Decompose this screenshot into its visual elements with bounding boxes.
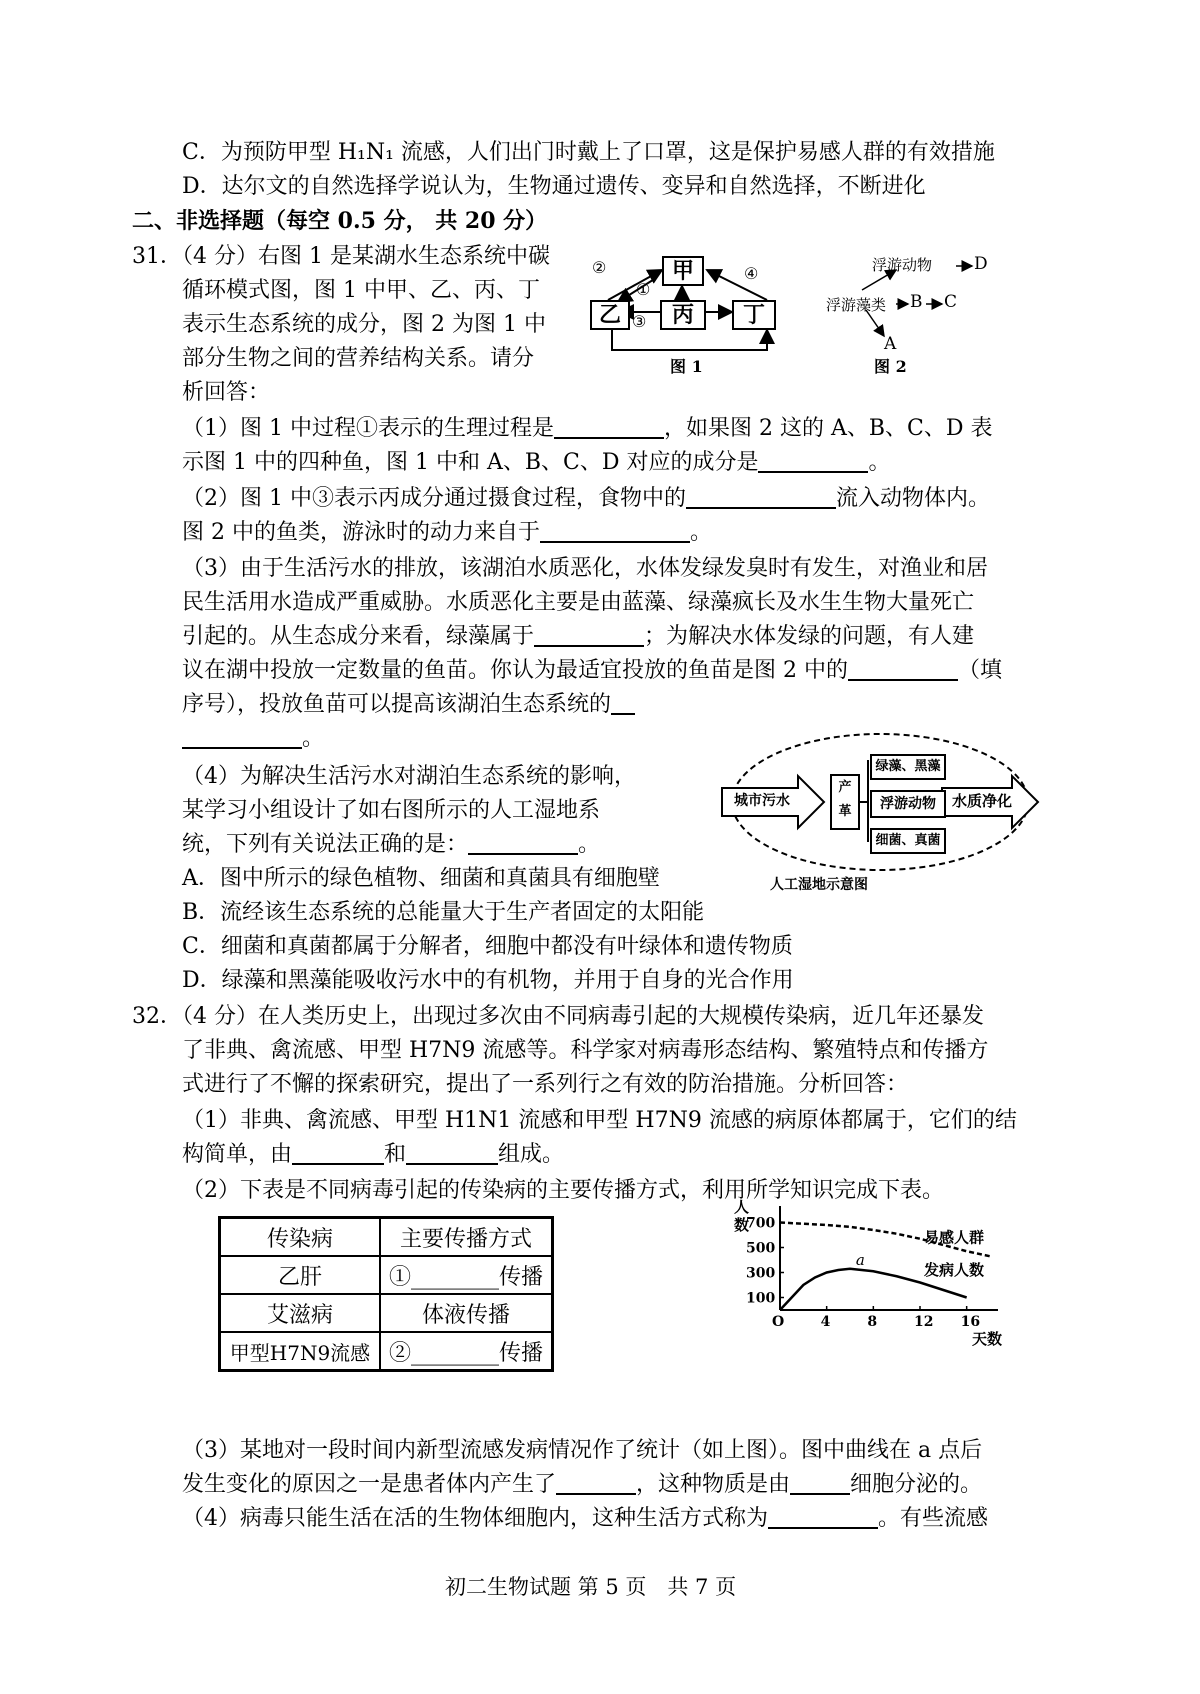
table-cell: 乙肝 — [220, 1256, 381, 1294]
legend-label: 发病人数 — [924, 1260, 985, 1279]
figure-2-food-web — [826, 250, 1012, 380]
q31-4-line: 某学习小组设计了如右图所示的人工湿地系 — [182, 798, 601, 823]
q31-1-line: （1）图 1 中过程①表示的生理过程是 ，如果图 2 这的 A、B、C、D 表 — [182, 412, 992, 446]
wetland-diagram — [720, 730, 1040, 895]
answer-blank[interactable] — [758, 447, 868, 473]
q31-3-line: 民生活用水造成严重威胁。水质恶化主要是由蓝藻、绿藻疯长及水生生物大量死亡 — [182, 590, 975, 615]
process-label: ④ — [744, 264, 759, 283]
label-b: B — [910, 292, 923, 312]
answer-blank[interactable] — [848, 655, 958, 681]
node-jia: 甲 — [662, 256, 704, 286]
figure-1-caption: 图 1 — [670, 357, 703, 376]
label-d: D — [974, 254, 988, 274]
y-tick-label: 700 — [746, 1215, 776, 1232]
wetland-caption: 人工湿地示意图 — [770, 877, 868, 893]
wetland-zoo-box: 浮游动物 — [870, 790, 946, 818]
table-header-row — [220, 1218, 553, 1257]
x-tick-label: 12 — [914, 1314, 934, 1330]
q31-3-line: 议在湖中投放一定数量的鱼苗。你认为最适宜投放的鱼苗是图 2 中的 （填 — [182, 654, 1002, 688]
q32-intro-line: 了非典、禽流感、甲型 H7N9 流感等。科学家对病毒形态结构、繁殖特点和传播方 — [182, 1038, 989, 1063]
table-cell: 甲型H7N9流感 — [220, 1332, 381, 1371]
q31-3-line: （3）由于生活污水的排放，该湖泊水质恶化，水体发绿发臭时有发生，对渔业和居 — [182, 556, 988, 581]
q31-intro-line: 部分生物之间的营养结构关系。请分 — [182, 346, 535, 371]
label-zooplankton: 浮游动物 — [872, 256, 933, 274]
y-axis-label: 数 — [734, 1216, 750, 1234]
x-tick-label: 4 — [820, 1314, 831, 1330]
q31-intro-line: 循环模式图，图 1 中甲、乙、丙、丁 — [182, 278, 540, 303]
figure-1-carbon-cycle — [592, 250, 802, 380]
wetland-inflow-label: 城市污水 — [734, 793, 790, 809]
q31-3-line: 引起的。从生态成分来看，绿藻属于 ；为解决水体发绿的问题，有人建 — [182, 620, 974, 654]
label-c: C — [944, 292, 958, 312]
q32-2-line: （2）下表是不同病毒引起的传染病的主要传播方式，利用所学知识完成下表。 — [182, 1178, 944, 1203]
label-a: A — [884, 334, 897, 354]
answer-blank[interactable] — [768, 1503, 878, 1529]
wetland-producer-box: 产 革 — [830, 774, 860, 830]
answer-blank[interactable] — [468, 829, 578, 855]
q32-1-line: （1）非典、禽流感、甲型 H1N1 流感和甲型 H7N9 流感的病原体都属于，它们的结 — [182, 1108, 1017, 1133]
q31-3-line: 序号），投放鱼苗可以提高该湖泊生态系统的 — [182, 688, 635, 722]
answer-blank[interactable] — [406, 1139, 498, 1165]
q32-3-line: （3）某地对一段时间内新型流感发病情况作了统计（如上图）。图中曲线在 a 点后 — [182, 1438, 983, 1463]
process-label: ① — [636, 280, 651, 299]
y-tick-label: 100 — [746, 1290, 776, 1307]
point-label-a: a — [855, 1251, 865, 1269]
q31-1-line: 示图 1 中的四种鱼，图 1 中和 A、B、C、D 对应的成分是 。 — [182, 446, 891, 480]
process-label: ② — [592, 258, 607, 277]
y-axis-label: 人 — [734, 1198, 750, 1216]
transmission-table — [218, 1216, 554, 1372]
process-label: ③ — [632, 312, 647, 331]
wetland-algae-box: 绿藻、黑藻 — [870, 754, 946, 780]
table-row — [220, 1256, 553, 1294]
answer-blank[interactable] — [534, 621, 644, 647]
node-yi: 乙 — [590, 300, 630, 330]
q32-3-line: 发生变化的原因之一是患者体内产生了 ，这种物质是由 细胞分泌的。 — [182, 1468, 982, 1502]
x-tick-label: 16 — [960, 1314, 981, 1330]
x-tick-label: 8 — [867, 1314, 878, 1330]
q31-option-d: D．绿藻和黑藻能吸收污水中的有机物，并用于自身的光合作用 — [182, 968, 794, 993]
flu-chart — [734, 1198, 1040, 1348]
node-ding: 丁 — [732, 300, 776, 330]
q32-intro-line: 32．（4 分）在人类历史上，出现过多次由不同病毒引起的大规模传染病，近几年还暴发 — [132, 1004, 984, 1029]
answer-blank[interactable] — [292, 1139, 384, 1165]
answer-blank[interactable] — [554, 413, 664, 439]
q31-intro-line: 表示生态系统的成分，图 2 为图 1 中 — [182, 312, 546, 337]
option-d-prev: D．达尔文的自然选择学说认为，生物通过遗传、变异和自然选择，不断进化 — [182, 174, 926, 199]
figure-2-caption: 图 2 — [874, 357, 907, 376]
wetland-outflow-label: 水质净化 — [952, 792, 1013, 810]
q31-intro-line: 31．（4 分）右图 1 是某湖水生态系统中碳 — [132, 244, 550, 269]
table-row — [220, 1294, 553, 1332]
x-tick-label: O — [772, 1314, 785, 1330]
q31-option-a: A．图中所示的绿色植物、细菌和真菌具有细胞壁 — [182, 866, 660, 891]
table-header: 主要传播方式 — [380, 1218, 553, 1257]
table-cell: 体液传播 — [380, 1294, 553, 1332]
wetland-microbe-box: 细菌、真菌 — [870, 828, 946, 854]
label-algae: 浮游藻类 — [826, 296, 887, 314]
answer-blank[interactable] — [686, 483, 836, 509]
table-cell: 艾滋病 — [220, 1294, 381, 1332]
y-tick-label: 300 — [746, 1265, 776, 1282]
option-c-prev: C．为预防甲型 H₁N₁ 流感，人们出门时戴上了口罩，这是保护易感人群的有效措施 — [182, 140, 995, 165]
q31-2-line: （2）图 1 中③表示丙成分通过摄食过程，食物中的 流入动物体内。 — [182, 482, 990, 516]
q31-option-c: C．细菌和真菌都属于分解者，细胞中都没有叶绿体和遗传物质 — [182, 934, 793, 959]
q32-4-line: （4）病毒只能生活在活的生物体细胞内，这种生活方式称为 。有些流感 — [182, 1502, 988, 1536]
q32-1-line: 构简单，由 和 组成。 — [182, 1138, 564, 1172]
answer-blank[interactable] — [182, 723, 302, 749]
q31-4-line: 统，下列有关说法正确的是： 。 — [182, 828, 600, 862]
table-header: 传染病 — [220, 1218, 381, 1257]
q31-4-line: （4）为解决生活污水对湖泊生态系统的影响， — [182, 764, 636, 789]
answer-blank[interactable] — [790, 1469, 850, 1495]
answer-blank[interactable] — [556, 1469, 636, 1495]
table-cell: ②________传播 — [380, 1332, 553, 1371]
node-bing: 丙 — [660, 300, 706, 330]
q32-intro-line: 式进行了不懈的探索研究，提出了一系列行之有效的防治措施。分析回答： — [182, 1072, 909, 1097]
q31-3-line: 。 — [182, 722, 324, 756]
answer-blank[interactable] — [611, 689, 635, 715]
page-footer: 初二生物试题 第 5 页 共 7 页 — [445, 1575, 737, 1599]
answer-blank[interactable] — [540, 517, 690, 543]
q31-option-b: B．流经该生态系统的总能量大于生产者固定的太阳能 — [182, 900, 705, 925]
table-cell: ①________传播 — [380, 1256, 553, 1294]
table-row — [220, 1332, 553, 1371]
q31-2-line: 图 2 中的鱼类，游泳时的动力来自于 。 — [182, 516, 712, 550]
section-heading: 二、非选择题（每空 0.5 分， 共 20 分） — [132, 208, 548, 234]
y-tick-label: 500 — [746, 1240, 776, 1257]
x-axis-label: 天数 — [972, 1330, 1003, 1348]
legend-label: 易感人群 — [924, 1228, 985, 1247]
q31-intro-line: 析回答： — [182, 380, 271, 405]
